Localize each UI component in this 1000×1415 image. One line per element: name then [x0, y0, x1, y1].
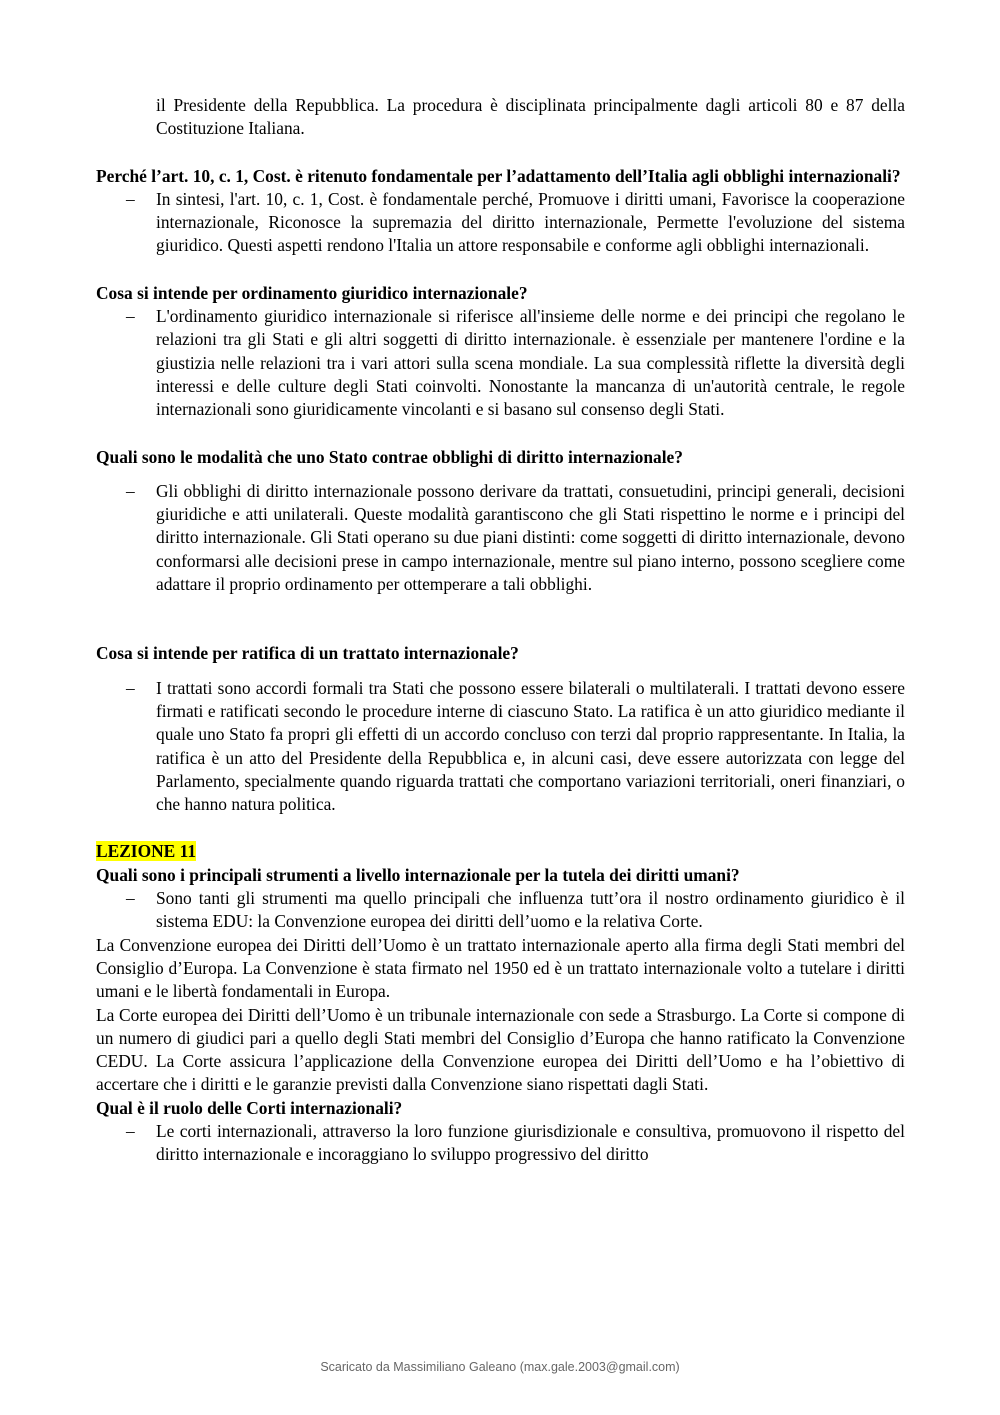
dash-bullet: –	[126, 480, 135, 501]
bullet-item	[96, 305, 905, 421]
question-heading: Cosa si intende per ratifica di un trattato internazionale?	[96, 643, 519, 664]
bullet-text: I trattati sono accordi formali tra Stati che possono essere bilaterali o multilaterali. I trattati devono essere firmati e ratificati secondo le procedure interne di ciascuno Stato. La ratifica è un atto giuridico mediante il quale uno Stato fa propri gli effetti di un accordo concluso con terzi dal proprio rappresentante. In Italia, la ratifica è un atto del Presidente della Repubblica e, in alcuni casi, deve essere autorizzata con legge del Parlamento, specialmente quando riguarda trattati che comportano variazioni territoriali, oneri finanziari, o che hanno natura politica.	[156, 677, 905, 815]
bullet-text: In sintesi, l'art. 10, c. 1, Cost. è fondamentale perché, Promuove i diritti umani, Favorisce la cooperazione internazionale, Riconosce la supremazia del diritto internazionale, Permette l'evoluzione del sistema giuridico. Questi aspetti rendono l'Italia un attore responsabile e conforme agli obblighi internazionali.	[156, 188, 905, 256]
dash-bullet: –	[126, 677, 135, 698]
question-heading: Cosa si intende per ordinamento giuridico internazionale?	[96, 282, 528, 303]
body-paragraph: La Corte europea dei Diritti dell’Uomo è un tribunale internazionale con sede a Strasburgo. La Corte si compone di un numero di giudici pari a quello degli Stati membri del Consiglio d’Europa che hanno ratificato la Convenzione CEDU. La Corte assicura l’applicazione della Convenzione europea dei Diritti dell’Uomo e ha l’obiettivo di accertare che i diritti e le garanzie previsti dalla Convenzione siano rispettati dagli Stati.	[96, 1004, 905, 1095]
document-page	[96, 94, 905, 1167]
bullet-item	[96, 887, 905, 934]
lesson-label: LEZIONE 11	[96, 841, 197, 862]
bullet-item	[96, 188, 905, 258]
body-paragraph: La Convenzione europea dei Diritti dell’Uomo è un trattato internazionale aperto alla firma degli Stati membri del Consiglio d’Europa. La Convenzione è stata firmato nel 1950 ed è un trattato internazionale volto a tutelare i diritti umani e le libertà fondamentali in Europa.	[96, 934, 905, 1002]
dash-bullet: –	[126, 306, 135, 327]
dash-bullet: –	[126, 888, 135, 909]
bullet-text: Gli obblighi di diritto internazionale possono derivare da trattati, consuetudini, principi generali, decisioni giuridiche e atti unilaterali. Queste modalità garantiscono che gli Stati rispettino le norme e i principi del diritto internazionale. Gli Stati operano su due piani distinti: come soggetti di diritto internazionale, devono conformarsi alle decisioni prese in campo internazionale, mentre sul piano interno, possono scegliere come adattare il proprio ordinamento per ottemperare a tali obblighi.	[156, 480, 905, 595]
bullet-text: Sono tanti gli strumenti ma quello principali che influenza tutt’ora il nostro ordinamento giuridico è il sistema EDU: la Convenzione europea dei diritti dell’uomo e la relativa Corte.	[156, 888, 905, 932]
question-heading: Quali sono i principali strumenti a livello internazionale per la tutela dei diritti umani?	[96, 864, 740, 885]
question-heading: Qual è il ruolo delle Corti internazionali?	[96, 1097, 403, 1118]
bullet-item	[96, 677, 905, 817]
lesson-heading	[96, 840, 905, 863]
bullet-text: Le corti internazionali, attraverso la loro funzione giurisdizionale e consultiva, promuovono il rispetto del diritto internazionale e incoraggiano lo sviluppo progressivo del diritto	[156, 1120, 905, 1165]
page-footer: Scaricato da Massimiliano Galeano (max.gale.2003@gmail.com)	[320, 1360, 680, 1374]
question-heading: Perché l’art. 10, c. 1, Cost. è ritenuto fondamentale per l’adattamento dell’Italia agli obblighi internazionali?	[96, 165, 901, 186]
bullet-item	[96, 480, 905, 596]
dash-bullet: –	[126, 1120, 135, 1141]
dash-bullet: –	[126, 188, 135, 209]
bullet-text: L'ordinamento giuridico internazionale si riferisce all'insieme delle norme e dei principi che regolano le relazioni tra gli Stati e gli altri soggetti di diritto internazionale. è essenziale per mantenere l'ordine e la giustizia nelle relazioni tra i vari attori sulla scena mondiale. La sua complessità riflette la diversità degli interessi e delle culture degli Stati coinvolti. Nonostante la mancanza di un'autorità centrale, le regole internazionali sono giuridicamente vincolanti e si basano sul consenso degli Stati.	[156, 306, 905, 420]
intro-paragraph: il Presidente della Repubblica. La procedura è disciplinata principalmente dagli articoli 80 e 87 della Costituzione Italiana.	[156, 95, 905, 139]
bullet-item	[96, 1120, 905, 1167]
question-heading: Quali sono le modalità che uno Stato contrae obblighi di diritto internazionale?	[96, 446, 683, 467]
